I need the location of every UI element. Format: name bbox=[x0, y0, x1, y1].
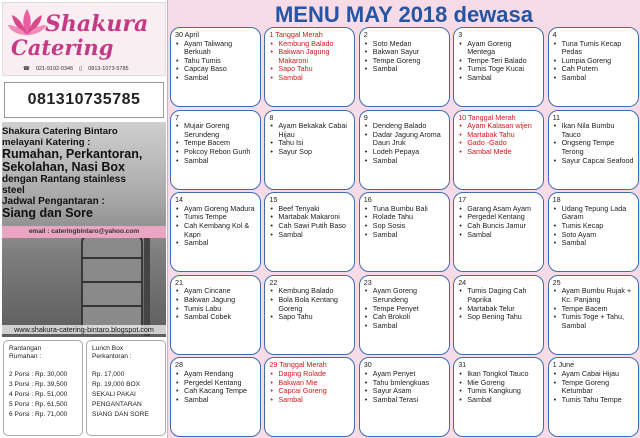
menu-item: • Cah Brokoli bbox=[364, 313, 445, 322]
menu-item: • Sayur Sop bbox=[269, 148, 350, 157]
menu-item: • Tumis Labu bbox=[175, 305, 256, 314]
menu-item: • Tempe Bacem bbox=[175, 139, 256, 148]
day-cell bbox=[170, 27, 261, 107]
day-cell bbox=[264, 275, 355, 355]
menu-item: • Ongseng Tempe Terong bbox=[553, 139, 634, 156]
menu-item: • Dadar Jagung Aroma Daun Jruk bbox=[364, 131, 445, 148]
day-cell bbox=[359, 110, 450, 190]
menu-item: • Sambal bbox=[458, 74, 539, 83]
price-item: 5 Porsi : Rp. 61,500 bbox=[9, 401, 68, 408]
menu-item: • Ayam Goreng Madura bbox=[175, 205, 256, 214]
menu-item: • Sambal bbox=[553, 239, 634, 248]
menu-item: • Tumis Tahu Tempe bbox=[553, 396, 634, 405]
rantang-icon bbox=[72, 228, 162, 337]
promo-line: Shakura Catering Bintaro bbox=[2, 126, 118, 137]
menu-item: • Tempe Penyet bbox=[364, 305, 445, 314]
menu-item: • Sambal bbox=[175, 74, 256, 83]
menu-item: • Mujair Goreng Serundeng bbox=[175, 122, 256, 139]
logo bbox=[2, 2, 166, 76]
promo-line: melayani Katering : bbox=[2, 137, 91, 148]
menu-item: • Garang Asam Ayam bbox=[458, 205, 539, 214]
menu-item: • Ayam Cincane bbox=[175, 287, 256, 296]
menu-item: • Ayam Bumbu Rujak + Kc. Panjang bbox=[553, 287, 634, 304]
menu-item: • Tahu Tumis bbox=[175, 57, 256, 66]
promo-text bbox=[2, 126, 162, 220]
menu-item: • Bakwan Mie bbox=[269, 379, 350, 388]
day-label: 29 Tanggal Merah bbox=[269, 360, 327, 370]
left-panel bbox=[0, 0, 168, 438]
rantangan-subtitle: Rumahan : bbox=[9, 353, 42, 360]
day-label: 1 Tanggal Merah bbox=[269, 30, 323, 39]
day-cell bbox=[170, 192, 261, 272]
day-label: 7 bbox=[175, 112, 179, 122]
menu-item: • Kembung Balado bbox=[269, 40, 350, 49]
day-label: 3 bbox=[458, 30, 463, 39]
menu-item: • Cah Kembang Kol & Kapri bbox=[175, 222, 256, 239]
website-link[interactable]: www.shakura-catering-bintaro.blogspot.com bbox=[2, 325, 166, 334]
day-cell bbox=[359, 27, 450, 107]
price-item: SEKALI PAKAI bbox=[92, 391, 136, 398]
brand-name: Shakura bbox=[45, 11, 149, 37]
menu-item: • Sambal Mede bbox=[458, 148, 539, 157]
lunchbox-subtitle: Perkantoran : bbox=[92, 353, 132, 360]
menu-item: • Sayur Capcai Seafood bbox=[553, 157, 634, 166]
menu-item: • Pergedel Kentang bbox=[458, 213, 539, 222]
price-item: SIANG DAN SORE bbox=[92, 411, 149, 418]
menu-item: • Sambal bbox=[364, 157, 445, 166]
menu-item: • Pergedel Kentang bbox=[175, 379, 256, 388]
price-item: PENGANTARAN bbox=[92, 401, 142, 408]
menu-item: • Sambal bbox=[364, 322, 445, 331]
day-cell bbox=[548, 110, 639, 190]
menu-item: • Sambal bbox=[364, 231, 445, 240]
menu-item: • Martabak Tahu bbox=[458, 131, 539, 140]
menu-item: • Tumis Kecap bbox=[553, 222, 634, 231]
menu-item: • Bakwan Sayur bbox=[364, 48, 445, 57]
day-label: 1 June bbox=[552, 360, 575, 370]
menu-item: • Capcay Baso bbox=[175, 65, 256, 74]
calendar-title: MENU MAY 2018 dewasa bbox=[274, 2, 534, 27]
promo-line: Rumahan, Perkantoran, bbox=[2, 147, 143, 161]
menu-item: • Sambal Terasi bbox=[364, 396, 445, 405]
price-item: 6 Porsi : Rp. 71,000 bbox=[9, 411, 68, 418]
menu-item: • Beef Teriyaki bbox=[269, 205, 350, 214]
price-item: Rp. 19,000 BOX bbox=[92, 381, 141, 388]
menu-item: • Daging Rolade bbox=[269, 370, 350, 379]
day-label: 28 bbox=[175, 360, 183, 370]
promo-line: Sekolahan, Nasi Box bbox=[2, 160, 125, 174]
brand-subtitle: Catering bbox=[11, 35, 114, 60]
menu-item: • Tumis Daging Cah Paprika bbox=[458, 287, 539, 304]
menu-item: • Sambal bbox=[175, 239, 256, 248]
menu-item: • Sambal bbox=[269, 396, 350, 405]
day-label: 2 bbox=[363, 30, 368, 39]
menu-item: • Bakwan Jagung bbox=[175, 296, 256, 305]
day-cell bbox=[548, 275, 639, 355]
day-cell bbox=[264, 357, 355, 437]
day-label: 30 April bbox=[175, 30, 199, 39]
menu-item: • Tuna Bumbu Bali bbox=[364, 205, 445, 214]
menu-item: • Sambal bbox=[553, 74, 634, 83]
menu-item: • Sapo Tahu bbox=[269, 65, 350, 74]
day-label: 8 bbox=[269, 112, 274, 122]
menu-item: • Mie Goreng bbox=[458, 379, 539, 388]
menu-item: • Bola Bola Kentang Goreng bbox=[269, 296, 350, 313]
menu-item: • Tumis Kangkung bbox=[458, 387, 539, 396]
menu-item: • Sambal bbox=[175, 396, 256, 405]
menu-item: • Tumis Toge Kucai bbox=[458, 65, 539, 74]
day-label: 24 bbox=[458, 277, 467, 287]
menu-item: • Tempe Teri Balado bbox=[458, 57, 539, 66]
menu-item: • Sambal bbox=[269, 231, 350, 240]
menu-item: • Sop Sosis bbox=[364, 222, 445, 231]
menu-item: • Capcai Goreng bbox=[269, 387, 350, 396]
rantangan-prices bbox=[3, 340, 83, 436]
email: email : cateringbintaro@yahoo.com bbox=[2, 226, 166, 238]
day-cell bbox=[548, 27, 639, 107]
menu-item: • Ayam Penyet bbox=[364, 370, 445, 379]
promo-line: steel bbox=[2, 185, 25, 196]
menu-item: • Udang Tepung Lada Garam bbox=[553, 205, 634, 222]
day-label: 18 bbox=[552, 195, 561, 205]
day-cell bbox=[548, 357, 639, 437]
menu-item: • Ikan Nila Bumbu Tauco bbox=[553, 122, 634, 139]
menu-item: • Lumpia Goreng bbox=[553, 57, 634, 66]
menu-item: • Sambal bbox=[269, 74, 350, 83]
day-cell bbox=[453, 192, 544, 272]
day-cell bbox=[453, 110, 544, 190]
menu-item: • Gado -Gado bbox=[458, 139, 539, 148]
menu-item: • Tahu bmlengkuas bbox=[364, 379, 445, 388]
rantangan-title: Rantangan bbox=[9, 345, 42, 352]
menu-item: • Cah Buncis Jamur bbox=[458, 222, 539, 231]
menu-item: • Tempe Goreng Ketumbar bbox=[553, 379, 634, 396]
day-label: 10 Tanggal Merah bbox=[458, 112, 516, 122]
day-cell bbox=[453, 357, 544, 437]
telephone-icon: ☎ bbox=[23, 66, 30, 72]
day-cell bbox=[359, 357, 450, 437]
menu-item: • Lodeh Pepaya bbox=[364, 148, 445, 157]
mobile-icon: ▯ bbox=[79, 66, 83, 72]
promo-line: Jadwal Pengantaran : bbox=[2, 196, 105, 207]
menu-item: • Ayam Goreng Serundeng bbox=[364, 287, 445, 304]
phone-2: 0813-1073-5785 bbox=[88, 66, 129, 72]
price-item: 2 Porsi : Rp. 30,000 bbox=[9, 371, 68, 378]
phone-number: 081310735785 bbox=[4, 82, 164, 118]
menu-item: • Tumis Toge + Tahu, Sambal bbox=[553, 313, 634, 330]
menu-item: • Sapo Tahu bbox=[269, 313, 350, 322]
day-label: 22 bbox=[269, 277, 278, 287]
menu-item: • Sop Bening Tahu bbox=[458, 313, 539, 322]
menu-item: • Pokcoy Rebon Gurih bbox=[175, 148, 256, 157]
lunchbox-title: Lunch Box bbox=[92, 345, 124, 352]
menu-item: • Cah Putern bbox=[553, 65, 634, 74]
day-label: 16 bbox=[363, 195, 372, 205]
price-item: 4 Porsi : Rp. 51,000 bbox=[9, 391, 68, 398]
day-cell bbox=[359, 275, 450, 355]
day-cell bbox=[359, 192, 450, 272]
menu-item: • Ikan Tongkol Tauco bbox=[458, 370, 539, 379]
day-cell bbox=[170, 275, 261, 355]
lotus-logo-icon bbox=[7, 5, 47, 39]
menu-item: • Sambal bbox=[458, 396, 539, 405]
promo-line: Siang dan Sore bbox=[2, 206, 93, 220]
day-label: 30 bbox=[363, 360, 372, 370]
menu-item: • Martabak Telur bbox=[458, 305, 539, 314]
menu-item: • Sambal bbox=[458, 231, 539, 240]
menu-item: • Ayam Bekakak Cabai Hijau bbox=[269, 122, 350, 139]
menu-item: • Ayam Cabai Hijau bbox=[553, 370, 634, 379]
phone-1: 021-9192-0346 bbox=[35, 66, 74, 72]
menu-item: • Sambal bbox=[175, 157, 256, 166]
menu-item: • Sayur Asam bbox=[364, 387, 445, 396]
day-label: 21 bbox=[175, 277, 183, 287]
menu-item: • Ayam Rendang bbox=[175, 370, 256, 379]
day-cell bbox=[170, 357, 261, 437]
menu-item: • Martabak Makaroni bbox=[269, 213, 350, 222]
menu-item: • Soto Medan bbox=[364, 40, 445, 49]
contact-numbers bbox=[23, 66, 129, 72]
day-label: 25 bbox=[552, 277, 561, 287]
menu-item: • Cah Kacang Tempe bbox=[175, 387, 256, 396]
day-label: 23 bbox=[363, 277, 372, 287]
day-cell bbox=[548, 192, 639, 272]
menu-item: • Tuna Tumis Kecap Pedas bbox=[553, 40, 634, 57]
lunchbox-prices bbox=[86, 340, 166, 436]
menu-item: • Ayam Taliwang Berkuah bbox=[175, 40, 256, 57]
day-label: 9 bbox=[363, 112, 368, 122]
menu-item: • Tempe Bacem bbox=[553, 305, 634, 314]
promo-line: dengan Rantang stainless bbox=[2, 174, 126, 185]
menu-item: • Sambal Cobek bbox=[175, 313, 256, 322]
menu-item: • Tempe Goreng bbox=[364, 57, 445, 66]
day-label: 15 bbox=[269, 195, 278, 205]
menu-item: • Tahu Isi bbox=[269, 139, 350, 148]
day-label: 31 bbox=[458, 360, 467, 370]
day-cell bbox=[264, 110, 355, 190]
menu-item: • Tumis Tempe bbox=[175, 213, 256, 222]
day-label: 14 bbox=[175, 195, 183, 205]
day-cell bbox=[264, 27, 355, 107]
day-cell bbox=[170, 110, 261, 190]
day-label: 17 bbox=[458, 195, 467, 205]
menu-item: • Ayam Kalasan wijen bbox=[458, 122, 539, 131]
day-label: 11 bbox=[552, 112, 561, 122]
day-cell bbox=[264, 192, 355, 272]
menu-item: • Sambal bbox=[364, 65, 445, 74]
menu-item: • Rolade Tahu bbox=[364, 213, 445, 222]
day-label: 4 bbox=[552, 30, 557, 39]
menu-item: • Cah Sawi Putih Baso bbox=[269, 222, 350, 231]
menu-item: • Dendeng Balado bbox=[364, 122, 445, 131]
price-item: 3 Porsi : Rp. 39,500 bbox=[9, 381, 68, 388]
menu-item: • Bakwan Jagung Makaroni bbox=[269, 48, 350, 65]
menu-item: • Ayam Goreng Mentega bbox=[458, 40, 539, 57]
price-item: Rp. 17,000 bbox=[92, 371, 125, 378]
menu-item: • Kembung Balado bbox=[269, 287, 350, 296]
menu-item: • Soto Ayam bbox=[553, 231, 634, 240]
day-cell bbox=[453, 27, 544, 107]
day-cell bbox=[453, 275, 544, 355]
